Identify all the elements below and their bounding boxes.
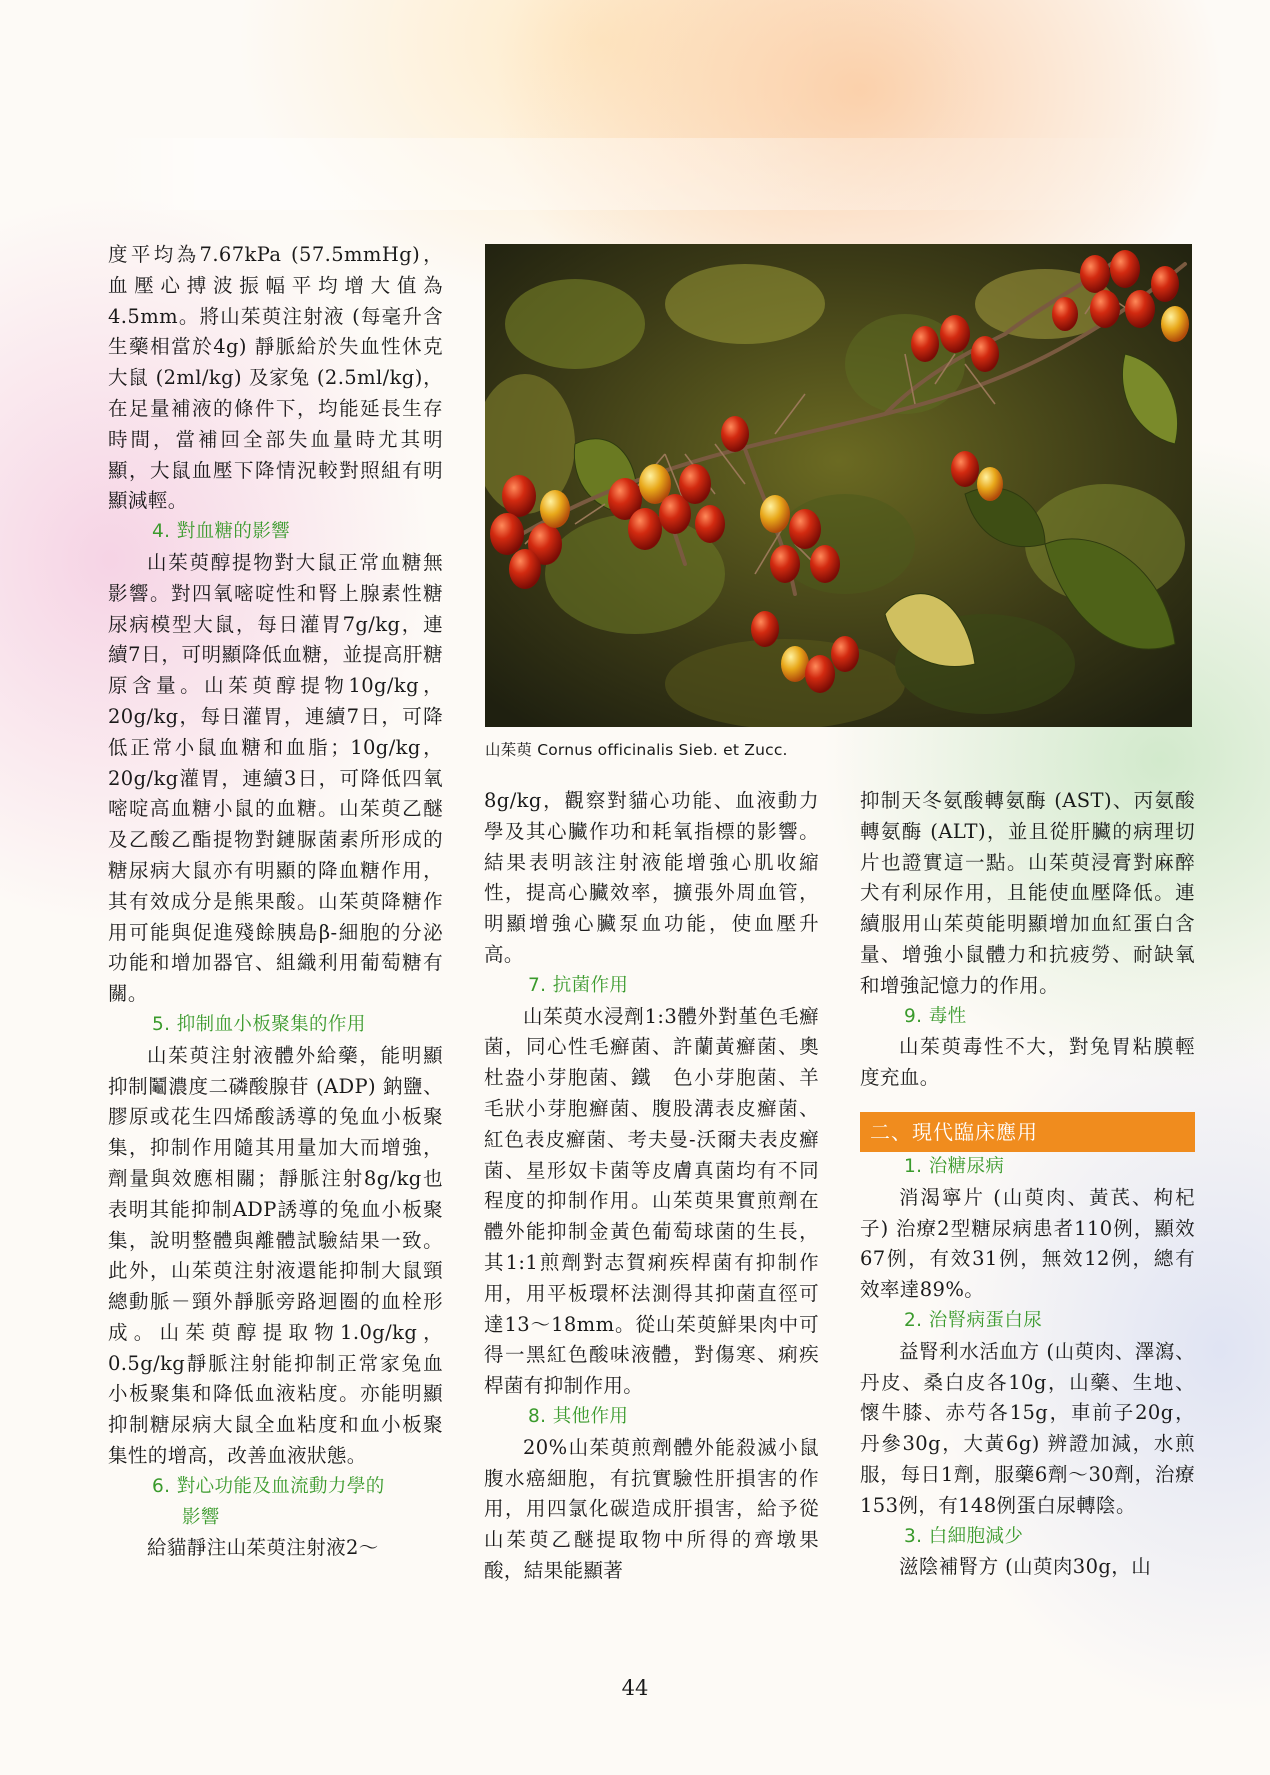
paragraph-other-cont: 抑制天冬氨酸轉氨酶 (AST)、丙氨酸轉氨酶 (ALT)，並且從肝臟的病理切片也證實這一點。山茱萸浸膏對麻醉犬有利尿作用，且能使血壓降低。連續服用山茱萸能明顯增加血紅蛋白含量、增強小鼠體力和抗疲勞、耐缺氧和增強記憶力的作用。 — [860, 789, 1195, 997]
page-number: 44 — [621, 1676, 649, 1700]
right-column — [860, 786, 1195, 1583]
faded-banner — [100, 138, 1190, 210]
heading-diabetes: 1. 治糖尿病 — [904, 1155, 1005, 1177]
paragraph-platelet: 山茱萸注射液體外給藥，能明顯抑制鬮濃度二磷酸腺苷 (ADP) 鈉鹽、膠原或花生四烯酸誘導的兔血小板聚集，抑制作用隨其用量加大而增強，劑量與效應相關；靜脈注射8g/kg也表明其能抑制ADP誘導的兔血小板聚集，說明整體與離體試驗結果一致。此外，山茱萸注射液還能抑制大鼠頸總動脈－頸外靜脈旁路迴圈的血栓形成。山茱萸醇提取物1.0g/kg，0.5g/kg靜脈注射能抑制正常家兔血小板聚集和降低血液粘度。亦能明顯抑制糖尿病大鼠全血粘度和血小板聚集性的增高，改善血液狀態。 — [108, 1043, 443, 1468]
paragraph-other: 20%山茱萸煎劑體外能殺滅小鼠腹水癌細胞，有抗實驗性肝損害的作用，用四氯化碳造成肝損害，給予從山茱萸乙醚提取物中所得的齊墩果酸，結果能顯著 — [484, 1435, 819, 1582]
paragraph-shock: 度平均為7.67kPa (57.5mmHg)，血壓心搏波振幅平均增大值為4.5mm。將山茱萸注射液 (每毫升含生藥相當於4g) 靜脈給於失血性休克大鼠 (2ml/kg) 及家兔 (2.5ml/kg)，在足量補液的條件下，均能延長生存時間，當補回全部失血量時尤其明顯，大鼠血壓下降情況較對照組有明顯減輕。 — [108, 243, 443, 513]
paragraph-blood-sugar: 山茱萸醇提物對大鼠正常血糖無影響。對四氧嘧啶性和腎上腺素性糖尿病模型大鼠，每日灌胃7g/kg，連續7日，可明顯降低血糖，並提高肝糖原含量。山茱萸醇提物10g/kg，20g/kg，每日灌胃，連續7日，可降低正常小鼠血糖和血脂；10g/kg，20g/kg灌胃，連續3日，可降低四氧嘧啶高血糖小鼠的血糖。山茱萸乙醚及乙酸乙酯提物對鏈脲菌素所形成的糖尿病大鼠亦有明顯的降血糖作用，其有效成分是熊果酸。山茱萸降糖作用可能與促進殘餘胰島β-細胞的分泌功能和增加器官、組織利用葡萄糖有關。 — [108, 550, 443, 1006]
paragraph-antibacterial: 山茱萸水浸劑1:3體外對堇色毛癬菌，同心性毛癬菌、許蘭黃癬菌、奧杜盎小芽胞菌、鐵 色小芽胞菌、羊毛狀小芽胞癬菌、腹股溝表皮癬菌、紅色表皮癬菌、考夫曼-沃爾夫表皮癬菌、星形奴卡菌等皮膚真菌均有不同程度的抑制作用。山茱萸果實煎劑在體外能抑制金黃色葡萄球菌的生長，其1:1煎劑對志賀痢疾桿菌有抑制作用，用平板環杯法測得其抑菌直徑可達13～18mm。從山茱萸鮮果肉中可得一黑紅色酸味液體，對傷寒、痢疾桿菌有抑制作用。 — [484, 1004, 819, 1398]
paragraph-diabetes: 消渴寧片 (山萸肉、黃芪、枸杞子) 治療2型糖尿病患者110例，顯效67例，有效31例，無效12例，總有效率達89%。 — [860, 1185, 1195, 1302]
heading-toxicity: 9. 毒性 — [904, 1005, 967, 1027]
heading-heart-line1: 6. 對心功能及血流動力學的 — [152, 1475, 385, 1497]
photo-caption: 山茱萸 Cornus officinalis Sieb. et Zucc. — [485, 741, 788, 759]
heading-leukopenia: 3. 白細胞減少 — [904, 1525, 1024, 1547]
heading-other: 8. 其他作用 — [528, 1405, 629, 1427]
heading-proteinuria: 2. 治腎病蛋白尿 — [904, 1309, 1043, 1331]
paragraph-leukopenia: 滋陰補腎方 (山萸肉30g，山 — [899, 1555, 1152, 1579]
paragraph-heart: 給貓靜注山茱萸注射液2～ — [147, 1536, 379, 1560]
heading-antibacterial: 7. 抗菌作用 — [528, 974, 629, 996]
paragraph-heart-cont: 8g/kg，觀察對貓心功能、血液動力學及其心臟作功和耗氧指標的影響。結果表明該注射液能增強心肌收縮性，提高心臟效率，擴張外周血管，明顯增強心臟泵血功能，使血壓升高。 — [484, 789, 819, 966]
middle-column — [484, 786, 819, 1587]
heading-blood-sugar: 4. 對血糖的影響 — [152, 521, 291, 543]
paragraph-toxicity: 山茱萸毒性不大，對兔胃粘膜輕度充血。 — [860, 1035, 1195, 1090]
paragraph-proteinuria: 益腎利水活血方 (山萸肉、澤瀉、丹皮、桑白皮各10g，山藥、生地、懷牛膝、赤芍各15g，車前子20g，丹參30g，大黃6g) 辨證加減，水煎服，每日1劑，服藥6劑～30劑，治療153例，有148例蛋白尿轉陰。 — [860, 1339, 1195, 1517]
cornus-berries-illustration — [485, 244, 1192, 727]
section-title-clinical: 二、現代臨床應用 — [860, 1112, 1195, 1152]
heading-heart-line2: 影響 — [182, 1506, 220, 1528]
cornus-photo — [485, 244, 1192, 727]
left-column — [108, 240, 443, 1564]
heading-platelet: 5. 抑制血小板聚集的作用 — [152, 1013, 366, 1035]
